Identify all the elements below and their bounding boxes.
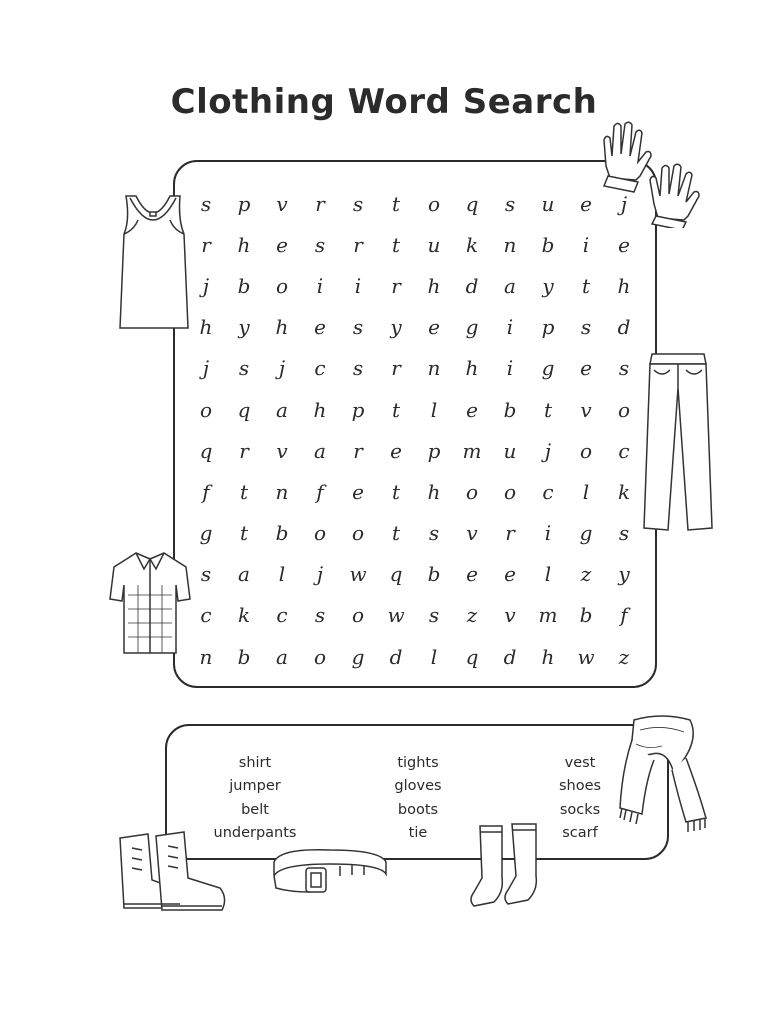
grid-letter[interactable]: t xyxy=(239,479,249,504)
grid-letter[interactable]: e xyxy=(466,562,478,587)
grid-letter[interactable]: h xyxy=(275,315,289,340)
grid-letter[interactable]: p xyxy=(237,191,251,216)
grid-letter[interactable]: h xyxy=(237,232,251,257)
word-item: gloves xyxy=(394,778,442,795)
grid-letter[interactable]: j xyxy=(620,191,628,216)
grid-letter[interactable]: e xyxy=(314,315,326,340)
grid-letter[interactable]: g xyxy=(199,521,213,546)
grid-letter[interactable]: c xyxy=(276,603,288,628)
grid-letter[interactable]: e xyxy=(390,438,402,463)
grid-letter[interactable]: b xyxy=(427,562,441,587)
grid-letter[interactable]: e xyxy=(580,191,592,216)
grid-letter[interactable]: s xyxy=(580,315,592,340)
socks-icon xyxy=(466,822,550,912)
grid-letter[interactable]: o xyxy=(465,479,479,504)
grid-letter[interactable]: r xyxy=(391,356,401,381)
grid-letter[interactable]: c xyxy=(200,603,212,628)
grid-letter[interactable]: y xyxy=(390,315,402,340)
grid-letter[interactable]: l xyxy=(582,479,590,504)
grid-letter[interactable]: g xyxy=(465,315,479,340)
word-grid[interactable] xyxy=(187,183,643,677)
grid-letter[interactable]: s xyxy=(314,603,326,628)
grid-letter[interactable]: z xyxy=(618,644,630,669)
grid-letter[interactable]: i xyxy=(354,273,362,298)
vest-icon xyxy=(112,190,194,332)
grid-letter[interactable]: r xyxy=(353,438,363,463)
word-item: socks xyxy=(559,801,601,818)
grid-letter[interactable]: s xyxy=(200,562,212,587)
grid-letter[interactable]: u xyxy=(541,191,555,216)
grid-letter[interactable]: i xyxy=(544,521,552,546)
boots-icon xyxy=(110,828,234,916)
grid-letter[interactable]: a xyxy=(314,438,326,463)
grid-letter[interactable]: s xyxy=(238,356,250,381)
grid-letter[interactable]: p xyxy=(351,397,365,422)
grid-letter[interactable]: h xyxy=(465,356,479,381)
grid-letter[interactable]: t xyxy=(391,397,401,422)
word-item: shirt xyxy=(238,755,272,771)
grid-letter[interactable]: z xyxy=(580,562,592,587)
grid-letter[interactable]: a xyxy=(238,562,250,587)
grid-letter[interactable]: n xyxy=(503,232,517,257)
grid-letter[interactable]: l xyxy=(430,397,438,422)
grid-letter[interactable]: b xyxy=(541,232,555,257)
grid-letter[interactable]: s xyxy=(352,191,364,216)
grid-letter[interactable]: g xyxy=(541,356,555,381)
grid-letter[interactable]: s xyxy=(504,191,516,216)
grid-letter[interactable]: p xyxy=(541,315,555,340)
grid-letter[interactable]: s xyxy=(618,356,630,381)
grid-letter[interactable]: e xyxy=(352,479,364,504)
word-item: jumper xyxy=(229,778,281,795)
grid-letter[interactable]: m xyxy=(538,603,558,628)
grid-letter[interactable]: o xyxy=(503,479,517,504)
grid-letter[interactable]: a xyxy=(276,397,288,422)
grid-letter[interactable]: u xyxy=(503,438,517,463)
grid-letter[interactable]: s xyxy=(352,315,364,340)
grid-letter[interactable]: t xyxy=(391,479,401,504)
grid-letter[interactable]: e xyxy=(504,562,516,587)
word-item: belt xyxy=(241,801,269,818)
grid-letter[interactable]: w xyxy=(577,644,595,669)
grid-letter[interactable]: i xyxy=(316,273,324,298)
grid-letter[interactable]: s xyxy=(618,521,630,546)
grid-letter[interactable]: n xyxy=(427,356,441,381)
grid-letter[interactable]: d xyxy=(503,644,517,669)
grid-letter[interactable]: o xyxy=(199,397,213,422)
grid-letter[interactable]: e xyxy=(428,315,440,340)
grid-letter[interactable]: u xyxy=(427,232,441,257)
grid-letter[interactable]: m xyxy=(462,438,482,463)
grid-letter[interactable]: i xyxy=(506,315,514,340)
word-item: scarf xyxy=(562,824,598,841)
grid-letter[interactable]: n xyxy=(199,644,213,669)
grid-letter[interactable]: s xyxy=(200,191,212,216)
grid-letter[interactable]: c xyxy=(314,356,326,381)
grid-letter[interactable]: v xyxy=(276,191,288,216)
grid-letter[interactable]: q xyxy=(389,562,403,587)
grid-letter[interactable]: o xyxy=(617,397,631,422)
grid-letter[interactable]: q xyxy=(465,644,479,669)
grid-letter[interactable]: h xyxy=(199,315,213,340)
grid-letter[interactable]: w xyxy=(349,562,367,587)
belt-icon xyxy=(270,838,390,898)
grid-letter[interactable]: n xyxy=(275,479,289,504)
grid-letter[interactable]: i xyxy=(506,356,514,381)
grid-letter[interactable]: d xyxy=(389,644,403,669)
grid-letter[interactable]: h xyxy=(427,273,441,298)
word-item: tights xyxy=(397,755,439,771)
grid-letter[interactable]: c xyxy=(618,438,630,463)
trousers-icon xyxy=(640,348,716,534)
word-item: shoes xyxy=(558,778,602,795)
grid-letter[interactable]: e xyxy=(466,397,478,422)
grid-letter[interactable]: d xyxy=(617,315,631,340)
grid-letter[interactable]: r xyxy=(239,438,249,463)
grid-letter[interactable]: h xyxy=(427,479,441,504)
grid-letter[interactable]: q xyxy=(465,191,479,216)
grid-letter[interactable]: s xyxy=(352,356,364,381)
grid-letter[interactable]: a xyxy=(276,644,288,669)
grid-letter[interactable]: y xyxy=(238,315,250,340)
grid-letter[interactable]: t xyxy=(391,232,401,257)
grid-letter[interactable]: r xyxy=(201,232,211,257)
grid-letter[interactable]: t xyxy=(391,191,401,216)
grid-letter[interactable]: t xyxy=(239,521,249,546)
grid-letter[interactable]: r xyxy=(505,521,515,546)
grid-letter[interactable]: r xyxy=(353,232,363,257)
grid-letter[interactable]: l xyxy=(544,562,552,587)
grid-letter[interactable]: g xyxy=(579,521,593,546)
grid-letter[interactable]: h xyxy=(541,644,555,669)
grid-letter[interactable]: s xyxy=(428,521,440,546)
grid-letter[interactable]: v xyxy=(580,397,592,422)
word-item: tie xyxy=(408,824,428,841)
grid-letter[interactable]: e xyxy=(580,356,592,381)
grid-letter[interactable]: o xyxy=(427,191,441,216)
grid-letter[interactable]: t xyxy=(581,273,591,298)
grid-letter[interactable]: h xyxy=(617,273,631,298)
grid-letter[interactable]: j xyxy=(544,438,552,463)
grid-letter[interactable]: k xyxy=(465,232,479,257)
grid-letter[interactable]: z xyxy=(466,603,478,628)
grid-letter[interactable]: j xyxy=(278,356,286,381)
grid-letter[interactable]: o xyxy=(313,521,327,546)
grid-letter[interactable]: b xyxy=(237,273,251,298)
shirt-icon xyxy=(108,545,192,661)
grid-letter[interactable]: s xyxy=(428,603,440,628)
grid-letter[interactable]: e xyxy=(276,232,288,257)
grid-letter[interactable]: f xyxy=(620,603,628,628)
grid-letter[interactable]: j xyxy=(316,562,324,587)
grid-letter[interactable]: o xyxy=(351,521,365,546)
grid-letter[interactable]: v xyxy=(276,438,288,463)
grid-letter[interactable]: o xyxy=(351,603,365,628)
word-item: underpants xyxy=(213,824,297,841)
grid-letter[interactable]: y xyxy=(542,273,554,298)
page-title: Clothing Word Search xyxy=(170,82,598,122)
grid-letter[interactable]: k xyxy=(237,603,251,628)
word-item: vest xyxy=(564,755,596,771)
grid-letter[interactable]: o xyxy=(579,438,593,463)
grid-letter[interactable]: a xyxy=(504,273,516,298)
grid-letter[interactable]: b xyxy=(579,603,593,628)
grid-letter[interactable]: o xyxy=(313,644,327,669)
grid-letter[interactable]: b xyxy=(237,644,251,669)
grid-letter[interactable]: q xyxy=(237,397,251,422)
grid-letter[interactable]: t xyxy=(391,521,401,546)
grid-letter[interactable]: f xyxy=(316,479,324,504)
scarf-icon xyxy=(612,710,712,834)
grid-letter[interactable]: e xyxy=(618,232,630,257)
grid-letter[interactable]: r xyxy=(315,191,325,216)
grid-letter[interactable]: h xyxy=(313,397,327,422)
grid-letter[interactable]: v xyxy=(466,521,478,546)
grid-letter[interactable]: l xyxy=(278,562,286,587)
grid-letter[interactable]: g xyxy=(351,644,365,669)
grid-letter[interactable]: c xyxy=(542,479,554,504)
grid-letter[interactable]: o xyxy=(275,273,289,298)
grid-letter[interactable]: d xyxy=(465,273,479,298)
grid-letter[interactable]: b xyxy=(503,397,517,422)
grid-letter[interactable]: l xyxy=(430,644,438,669)
grid-letter[interactable]: k xyxy=(617,479,631,504)
grid-letter[interactable]: t xyxy=(543,397,553,422)
grid-letter[interactable]: q xyxy=(199,438,213,463)
grid-letter[interactable]: i xyxy=(582,232,590,257)
grid-letter[interactable]: j xyxy=(202,273,210,298)
grid-letter[interactable]: s xyxy=(314,232,326,257)
grid-letter[interactable]: b xyxy=(275,521,289,546)
gloves-icon xyxy=(600,118,704,228)
grid-letter[interactable]: r xyxy=(391,273,401,298)
grid-letter[interactable]: j xyxy=(202,356,210,381)
grid-letter[interactable]: w xyxy=(387,603,405,628)
word-item: boots xyxy=(397,801,439,818)
grid-letter[interactable]: v xyxy=(504,603,516,628)
grid-letter[interactable]: f xyxy=(202,479,210,504)
grid-letter[interactable]: y xyxy=(618,562,630,587)
grid-letter[interactable]: p xyxy=(427,438,441,463)
